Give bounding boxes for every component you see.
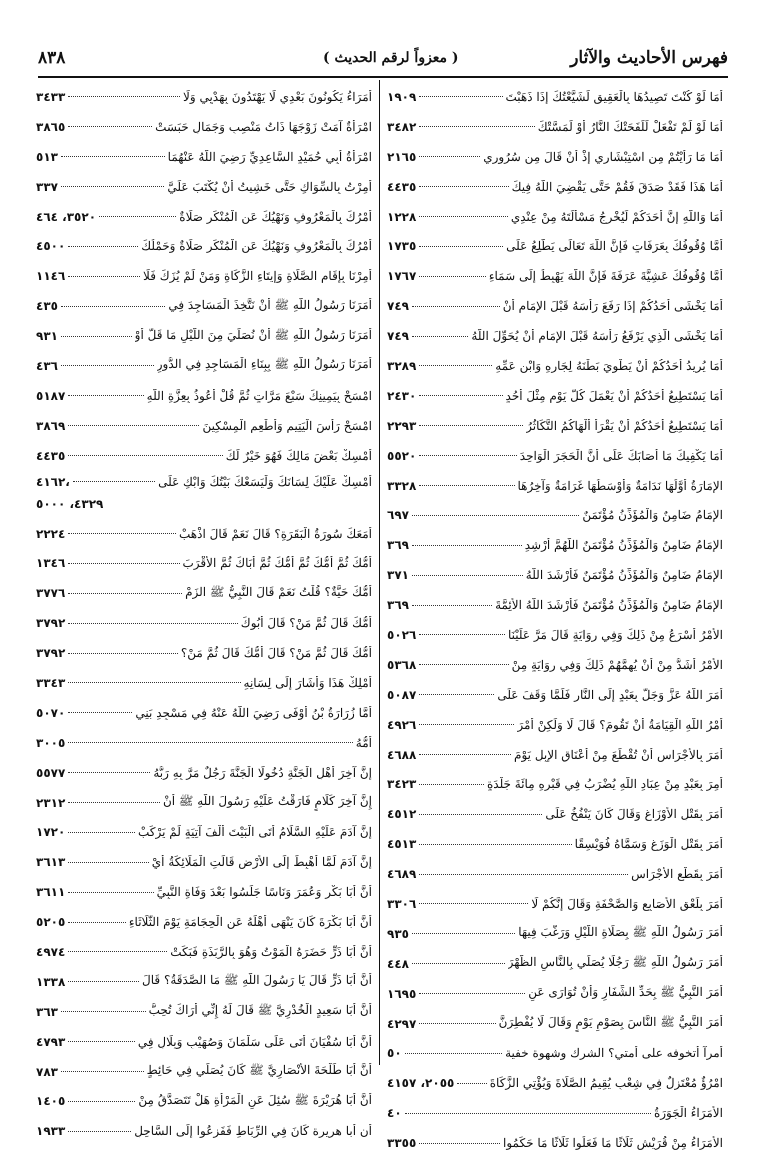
entry-text: إِنَّ آدَمَ لَمَّا أُهْبِطَ إِلَى الأَرْضِ قَالَتِ الْمَلَائِكَةُ أَيْ xyxy=(151,855,372,870)
entry-text: أَمَا يَخْشَى أَحَدُكُمْ إِذَا رَفَعَ رَأْسَهُ قَبْلَ الإِمَامِ أَنْ xyxy=(502,299,723,314)
index-entry xyxy=(36,172,372,202)
leader-dots xyxy=(419,485,514,486)
leader-dots xyxy=(412,605,492,606)
entry-ref: ٣٤٣٣ xyxy=(36,89,66,104)
leader-dots xyxy=(419,1143,500,1144)
leader-dots xyxy=(68,1131,131,1132)
entry-text: إِنَّ آخِرَ كَلَامٍ فَارَقْتُ عَلَيْهِ رَسُولَ اللَّهِ ﷺ أَنْ xyxy=(162,794,372,809)
entry-text: أَمَرَ رَسُولُ اللَّهِ ﷺ رَجُلًا يُصَلِّي بِالنَّاسِ الظُّهْرَ xyxy=(507,955,723,970)
leader-dots xyxy=(457,1083,486,1084)
entry-text: أَمَعَكَ سُورَةُ الْبَقَرَةِ؟ قَالَ نَعَمْ قَالَ اذْهَبْ xyxy=(179,526,372,541)
leader-dots xyxy=(61,365,154,366)
index-entry xyxy=(36,291,372,321)
leader-dots xyxy=(68,832,135,833)
index-entry xyxy=(387,351,723,381)
entry-text: أَمَّا وُقُوفُكَ بِعَرَفَاتٍ فَإِنَّ اللَّهَ تَعَالَى يَطَّلِعُ عَلَى xyxy=(506,239,723,254)
leader-dots xyxy=(419,276,486,277)
index-entry xyxy=(387,82,723,112)
entry-ref: ٤٤٣٥ xyxy=(36,448,66,463)
leader-dots xyxy=(419,96,502,97)
entry-ref: ٧٨٣ xyxy=(36,1064,58,1079)
entry-ref: ٤٠ xyxy=(387,1106,402,1121)
leader-dots xyxy=(68,1101,135,1102)
index-entry xyxy=(36,788,372,818)
entry-ref: ٣٦٩ xyxy=(387,538,409,553)
entry-ref: ٥١٣ xyxy=(36,149,58,164)
leader-dots xyxy=(419,844,571,845)
entry-ref: ٧٤٩ xyxy=(387,329,409,344)
leader-dots xyxy=(419,784,484,785)
entry-text: أُمِرَ بِعَبْدٍ مِنْ عِبَادِ اللَّهِ يُضْرَبُ فِي قَبْرِهِ مِائَةَ جَلْدَةٍ xyxy=(486,777,723,792)
leader-dots xyxy=(419,664,508,665)
entry-text: امْرَأَةٌ آمَتْ زَوْجَهَا ذَاتُ مَنْصِبٍ وَجَمَالٍ حَبَسَتْ xyxy=(155,119,372,134)
index-entry xyxy=(36,548,372,578)
entry-text: أَنَّ أَبَا هُرَيْرَةَ ﷺ سُئِلَ عَنِ الْمَرْأَةِ هَلْ تَتَصَدَّقُ مِنْ xyxy=(138,1092,372,1107)
entry-ref: ٣٣٠٦ xyxy=(387,896,417,911)
entry-text: امْسَحْ بِيَمِينِكَ سَبْعَ مَرَّاتٍ ثُمَّ قُلْ أَعُوذُ بِعِزَّةِ اللَّهِ xyxy=(146,388,372,403)
leader-dots xyxy=(419,126,534,127)
entry-text: أَنَّ أَبَا طَلْحَةَ الأَنْصَارِيَّ ﷺ كَانَ يُصَلِّي فِي حَائِطٍ xyxy=(146,1063,372,1078)
entry-text: أَمَرَ بِقَتْلِ الأَوْزَاغِ وَقَالَ كَانَ يَنْفُخُ عَلَى xyxy=(545,807,723,822)
entry-ref: ٥٠ xyxy=(387,1046,402,1061)
index-title: فهرس الأحاديث والآثار xyxy=(570,48,728,68)
entry-text: أَمَا يَكْفِيكَ مَا أَصَابَكَ عَلَى أَنَّ الْحَجَرَ الْوَاحِدَ xyxy=(519,448,723,463)
leader-dots xyxy=(68,862,148,863)
index-entry xyxy=(36,441,372,471)
entry-text: أُمَرَاءُ يَكُونُونَ بَعْدِي لَا يَهْتَدُونَ بِهَدْيِي وَلَا xyxy=(183,89,372,104)
entry-ref: ٤٦٨٩ xyxy=(387,867,417,882)
page-header xyxy=(38,46,728,76)
leader-dots xyxy=(412,963,505,964)
entry-ref: ٦٩٧ xyxy=(387,508,409,523)
leader-dots xyxy=(419,724,514,725)
index-subtitle: ( معزواً لرقم الحديث ) xyxy=(323,50,459,66)
entry-ref-continued: ٤٣٢٩، ٥٠٠٠ xyxy=(36,496,104,511)
leader-dots xyxy=(68,653,178,654)
entry-text: أن أبا هريرة كَانَ فِي الرِّبَاطِ فَفَزِعُوا إِلَى السَّاحِلِ xyxy=(134,1124,372,1139)
entry-text: أَمَرَ بِلَعْقِ الأَصَابِعِ وَالصَّحْفَةِ وَقَالَ إِنَّكُمْ لَا xyxy=(531,896,723,911)
entry-ref: ٤٦٨٨ xyxy=(387,747,417,762)
entry-ref: ٤٩٢٦ xyxy=(387,717,417,732)
entry-text: أَمَا لَوْ كُنْتَ تَصِيدُهَا بِالْعَقِيقِ لَشَيَّعْتُكَ إِذَا ذَهَبْتَ xyxy=(505,89,723,104)
entry-ref: ٢١٦٥ xyxy=(387,149,417,164)
leader-dots xyxy=(68,712,132,713)
entry-text: أُمُّهُ xyxy=(355,735,372,750)
entry-ref: ٣٧١ xyxy=(387,568,409,583)
leader-dots xyxy=(419,365,492,366)
leader-dots xyxy=(419,395,502,396)
index-entry xyxy=(36,997,372,1027)
index-entry xyxy=(387,112,723,142)
entry-ref: ٥١٨٧ xyxy=(36,388,66,403)
leader-dots xyxy=(68,246,138,247)
index-entry xyxy=(387,142,723,172)
index-entry xyxy=(387,979,723,1009)
entry-ref: ٣٦٣ xyxy=(36,1004,58,1019)
index-entry xyxy=(36,967,372,997)
entry-text: امْسَحْ رَأْسَ الْيَتِيمِ وَأَطْعِمِ الْمِسْكِينَ xyxy=(202,418,372,433)
index-entry xyxy=(36,877,372,907)
entry-ref: ١٦٩٥ xyxy=(387,986,417,1001)
entry-ref: ٣٧٧٦ xyxy=(36,586,66,601)
entry-ref: ٤٣٥ xyxy=(36,299,58,314)
entry-text: أَنَّ أَبَا سَعِيدٍ الْخُدْرِيَّ ﷺ قَالَ لَهُ إِنِّي أَرَاكَ تُحِبُّ xyxy=(148,1003,372,1018)
leader-dots xyxy=(61,186,164,187)
entry-ref: ٥٥٧٧ xyxy=(36,765,66,780)
entry-text: أَمَّا زُرَارَةُ بْنُ أَوْفَى رَضِيَ اللَّهُ عَنْهُ فِي مَسْجِدِ بَنِي xyxy=(135,705,372,720)
column-divider xyxy=(379,80,380,1065)
leader-dots xyxy=(419,425,523,426)
leader-dots xyxy=(61,306,165,307)
entry-text: الأُمَرَاءُ الْجَوَرَةُ xyxy=(653,1106,723,1121)
leader-dots xyxy=(68,96,180,97)
leader-dots xyxy=(68,126,152,127)
index-entry xyxy=(387,620,723,650)
leader-dots xyxy=(412,306,500,307)
entry-text: أَمْلِكْ هَذَا وَأَشَارَ إِلَى لِسَانِهِ xyxy=(243,675,372,690)
index-entry xyxy=(36,608,372,638)
entry-text: أَنَّ أَبَا بَكْرٍ وَعُمَرَ وَنَاسًا جَلَسُوا بَعْدَ وَفَاةِ النَّبِيِّ xyxy=(156,885,372,900)
entry-text: أَنَّ أَبَا ذَرٍّ قَالَ يَا رَسُولَ اللَّهِ ﷺ مَا الصَّدَقَةُ؟ قَالَ xyxy=(142,973,372,988)
leader-dots xyxy=(99,216,176,217)
index-entry xyxy=(36,411,372,441)
entry-ref: ٣٦١٣ xyxy=(36,855,66,870)
entry-ref: ٤٥١٢ xyxy=(387,807,417,822)
entry-ref: ٢٠٥٥، ٤١٥٧ xyxy=(387,1076,455,1091)
index-entry xyxy=(36,638,372,668)
entry-text: أَمْرُ اللَّهِ الْقِيَامَةُ أَنْ تَقُومَ؟ قَالَ لَا وَلَكِنْ أَمْرَ xyxy=(517,717,723,732)
entry-text: الإِمَامُ ضَامِنٌ وَالْمُؤَذِّنُ مُؤْتَمَنٌ فَأَرْشَدَ اللَّهُ الأَئِمَّةَ xyxy=(495,598,723,613)
leader-dots xyxy=(68,623,238,624)
index-entry xyxy=(387,500,723,530)
left-column xyxy=(36,82,372,1146)
index-entry xyxy=(36,321,372,351)
entry-text: أَمْرُكَ بِالْمَعْرُوفِ وَنَهْيُكَ عَنِ الْمُنْكَرِ صَلَاةٌ وَحَمْلُكَ xyxy=(141,239,372,254)
right-column xyxy=(387,82,723,1158)
index-entry xyxy=(387,441,723,471)
entry-text: أَمْسِكْ عَلَيْكَ لِسَانَكَ وَلْيَسَعْكَ بَيْتُكَ وَابْكِ عَلَى xyxy=(158,474,372,489)
entry-ref: ٥٢٠٥ xyxy=(36,915,66,930)
entry-ref: ٥٠٢٦ xyxy=(387,627,417,642)
entry-ref: ٥٠٧٠ xyxy=(36,705,66,720)
leader-dots xyxy=(68,425,199,426)
index-entry xyxy=(387,471,723,501)
entry-text: الإِمَارَةُ أَوَّلُهَا نَدَامَةٌ وَأَوْسَطُهَا غَرَامَةٌ وَآخِرُهَا xyxy=(517,478,723,493)
leader-dots xyxy=(68,742,353,743)
index-entry xyxy=(387,769,723,799)
entry-text: أُمِرْتُ بِالسِّوَاكِ حَتَّى خَشِيتُ أَنْ يُكْتَبَ عَلَيَّ xyxy=(167,179,372,194)
entry-text: أَمَرَ بِقَطْعِ الأَجْرَاسِ xyxy=(631,867,723,882)
entry-ref: ٣٤٢٣ xyxy=(387,777,417,792)
entry-text: أَمْرُكَ بِالْمَعْرُوفِ وَنَهْيُكَ عَنِ الْمُنْكَرِ صَلَاةٌ xyxy=(179,209,372,224)
leader-dots xyxy=(68,772,150,773)
entry-ref: ٢٣١٢ xyxy=(36,795,66,810)
index-entry xyxy=(387,949,723,979)
leader-dots xyxy=(68,922,126,923)
leader-dots xyxy=(419,1023,495,1024)
page-number: ٨٣٨ xyxy=(38,48,66,68)
index-entry xyxy=(387,1068,723,1098)
entry-text: إِنَّ آدَمَ عَلَيْهِ السَّلَامُ أَتَى الْبَيْتَ أَلْفَ آتِيَةٍ لَمْ يَرْكَبْ xyxy=(138,825,372,840)
entry-text: أَمَا هَذَا فَقَدْ صَدَقَ فَقُمْ حَتَّى يَقْضِيَ اللَّهُ فِيكَ xyxy=(511,179,723,194)
index-entry xyxy=(36,1057,372,1087)
entry-ref: ٤٤٨ xyxy=(387,956,409,971)
entry-ref: ٥٥٢٠ xyxy=(387,448,417,463)
index-entry xyxy=(387,321,723,351)
leader-dots xyxy=(419,694,494,695)
leader-dots xyxy=(68,533,176,534)
entry-text: امْرُؤٌ مُعْتَزِلٌ فِي شِعْبٍ يُقِيمُ الصَّلَاةَ وَيُؤْتِي الزَّكَاةَ xyxy=(489,1076,723,1091)
index-entry xyxy=(36,728,372,758)
entry-text: أَمَا يُرِيدُ أَحَدُكُمْ أَنْ يَطْوِيَ بَطْنَهُ لِجَارِهِ وَابْنِ عَمِّهِ xyxy=(495,358,723,373)
entry-ref: ٤٥١٣ xyxy=(387,837,417,852)
entry-ref: ١٧٢٠ xyxy=(36,825,66,840)
leader-dots xyxy=(61,336,132,337)
leader-dots xyxy=(68,1041,135,1042)
index-entry xyxy=(36,907,372,937)
index-entry xyxy=(387,1039,723,1069)
leader-dots xyxy=(68,593,182,594)
leader-dots xyxy=(412,336,468,337)
leader-dots xyxy=(419,246,503,247)
entry-ref: ٤١٦٢، xyxy=(36,474,70,489)
index-entry xyxy=(387,650,723,680)
entry-text: أَنَّ أَبَا ذَرٍّ حَضَرَهُ الْمَوْتُ وَهُوَ بِالرَّبَذَةِ فَبَكَتْ xyxy=(170,944,372,959)
entry-ref: ١١٤٦ xyxy=(36,269,66,284)
index-entry xyxy=(387,172,723,202)
entry-text: أُمِرْنَا بِإِقَامِ الصَّلَاةِ وَإِيتَاءِ الزَّكَاةِ وَمَنْ لَمْ يُزَكِّ فَلَا xyxy=(143,269,372,284)
entry-ref: ٣٠٠٥ xyxy=(36,735,66,750)
entry-ref: ١٤٠٥ xyxy=(36,1094,66,1109)
leader-dots xyxy=(61,1011,146,1012)
index-entry xyxy=(387,261,723,291)
entry-ref: ١٩٠٩ xyxy=(387,89,417,104)
entry-ref: ٣٦١١ xyxy=(36,885,66,900)
index-entry xyxy=(36,381,372,411)
index-entry xyxy=(36,142,372,172)
entry-text: أَمَرَنَا رَسُولُ اللَّهِ ﷺ أَنْ نُصَلِّيَ مِنَ اللَّيْلِ مَا قَلَّ أَوْ xyxy=(134,327,372,342)
entry-ref: ٣٧٩٢ xyxy=(36,616,66,631)
leader-dots xyxy=(68,563,179,564)
entry-text: أَمَا يَخْشَى الَّذِي يَرْفَعُ رَأْسَهُ قَبْلَ الإِمَامِ أَنْ يُحَوِّلَ اللَّهُ xyxy=(471,329,723,344)
index-entry xyxy=(387,680,723,710)
entry-text: أَمَرَ اللَّهُ عَزَّ وَجَلَّ بِعَبْدٍ إِلَى النَّارِ فَلَمَّا وَقَفَ عَلَى xyxy=(497,687,723,702)
entry-text: أَمَرَ النَّبِيُّ ﷺ بِحَدِّ الشِّفَارِ وَأَنْ تُوَارَى عَنِ xyxy=(528,985,723,1000)
entry-text: أمرآ أتخوفه على أمتي؟ الشرك وشهوة خفية xyxy=(505,1046,723,1061)
index-entry xyxy=(36,112,372,142)
entry-ref: ٣٨٦٩ xyxy=(36,418,66,433)
index-entry xyxy=(36,351,372,381)
entry-text: أَمَا وَاللَّهِ إِنَّ أَحَدَكُمْ لَيُخْرِجُ مَسْأَلَتَهُ مِنْ عِنْدِي xyxy=(510,209,723,224)
index-entry xyxy=(387,859,723,889)
index-entry xyxy=(36,1116,372,1146)
index-entry xyxy=(36,519,372,549)
index-entry xyxy=(387,590,723,620)
leader-dots xyxy=(61,1071,144,1072)
leader-dots xyxy=(68,682,240,683)
index-entry xyxy=(36,668,372,698)
index-entry xyxy=(36,847,372,877)
index-entry xyxy=(36,817,372,847)
index-entry xyxy=(36,471,372,519)
leader-dots xyxy=(405,1113,651,1114)
entry-text: أَنَّ أَبَا بَكْرَةَ كَانَ يَنْهَى أَهْلَهُ عَنِ الْحِجَامَةِ يَوْمَ الثُّلَاثَاءِ xyxy=(128,915,372,930)
entry-ref: ١٣٣٨ xyxy=(36,974,66,989)
entry-ref: ١٣٤٦ xyxy=(36,556,66,571)
index-entry xyxy=(387,530,723,560)
index-entry xyxy=(387,411,723,441)
index-entry xyxy=(387,710,723,740)
entry-ref: ٤٢٩٧ xyxy=(387,1016,417,1031)
entry-text: الأُمَرَاءُ مِنْ قُرَيْشٍ ثَلَاثًا مَا فَعَلُوا ثَلَاثًا مَا حَكَمُوا xyxy=(503,1136,723,1151)
index-entry xyxy=(387,919,723,949)
entry-text: أَمَا يَسْتَطِيعُ أَحَدُكُمْ أَنْ يَعْمَلَ كُلَّ يَوْمٍ مِثْلَ أُحُدٍ xyxy=(505,388,723,403)
entry-ref: ٩٣١ xyxy=(36,329,58,344)
entry-ref: ٣٧٩٢ xyxy=(36,646,66,661)
entry-ref: ١٢٢٨ xyxy=(387,209,417,224)
entry-text: أُمُّكَ حَيَّةٌ؟ قُلْتُ نَعَمْ قَالَ النَّبِيُّ ﷺ الزَمْ xyxy=(185,584,372,599)
index-entry xyxy=(387,829,723,859)
leader-dots xyxy=(412,515,579,516)
index-entry xyxy=(36,758,372,788)
entry-ref: ٩٣٥ xyxy=(387,926,409,941)
entry-text: أُمُّكَ قَالَ ثُمَّ مَنْ؟ قَالَ أَبُوكَ xyxy=(240,616,372,631)
entry-text: أَمَرَنَا رَسُولُ اللَّهِ ﷺ أَنْ نَتَّخِذَ الْمَسَاجِدَ فِي xyxy=(168,297,372,312)
index-entry xyxy=(36,698,372,728)
leader-dots xyxy=(73,481,155,482)
entry-text: أَمَّا وُقُوفُكَ عَشِيَّةَ عَرَفَةَ فَإِنَّ اللَّهَ يَهْبِطُ إِلَى سَمَاءِ xyxy=(488,269,723,284)
leader-dots xyxy=(412,575,523,576)
header-rule xyxy=(38,76,728,78)
entry-text: أُمُّكَ ثُمَّ أُمُّكَ ثُمَّ أُمُّكَ ثُمَّ أَبَاكَ ثُمَّ الأَقْرَبَ xyxy=(182,556,372,571)
entry-text: أَمَا مَا رَأَيْتُمْ مِن اسْتِبْشَارِي إِذْ أَنْ قَالَ مِن سُرُورِي xyxy=(483,149,723,164)
leader-dots xyxy=(419,993,525,994)
index-entry xyxy=(36,578,372,608)
leader-dots xyxy=(68,276,140,277)
index-entry xyxy=(36,261,372,291)
leader-dots xyxy=(419,455,516,456)
leader-dots xyxy=(419,903,528,904)
entry-text: أَمَا لَوْ لَمْ تَفْعَلْ لَلَفَحَتْكَ النَّارُ أَوْ لَمَسَّتْكَ xyxy=(537,119,723,134)
entry-ref: ٤٩٧٤ xyxy=(36,944,66,959)
index-entry xyxy=(387,740,723,770)
entry-ref: ٤٥٠٠ xyxy=(36,239,66,254)
entry-text: إِنَّ آخِرَ أَهْلِ الْجَنَّةِ دُخُولًا الْجَنَّةَ رَجُلٌ مَرَّ بِهِ رَبُّهُ xyxy=(153,765,372,780)
leader-dots xyxy=(68,892,153,893)
entry-ref: ٤٣٦ xyxy=(36,358,58,373)
entry-text: الأَمْرُ أَشَدُّ مِنْ أَنْ يُهِمَّهُمْ ذَلِكَ وَفِي رِوَايَةٍ مِنْ xyxy=(511,657,723,672)
entry-ref: ٣٣٧ xyxy=(36,179,58,194)
entry-text: امْرَأَةُ أَبِي حُمَيْدٍ السَّاعِدِيِّ رَضِيَ اللَّهُ عَنْهُمَا xyxy=(167,149,372,164)
index-entry xyxy=(36,202,372,232)
index-entry xyxy=(36,1087,372,1117)
entry-ref: ٣٣٥٥ xyxy=(387,1136,417,1151)
index-entry xyxy=(387,231,723,261)
entry-text: الأَمْرُ أَسْرَعُ مِنْ ذَلِكَ وَفِي رِوَايَةٍ قَالَ مَرَّ عَلَيْنَا xyxy=(507,627,723,642)
index-entry xyxy=(387,381,723,411)
entry-ref: ١٧٣٥ xyxy=(387,239,417,254)
leader-dots xyxy=(419,634,505,635)
leader-dots xyxy=(419,156,480,157)
leader-dots xyxy=(68,395,143,396)
index-entry xyxy=(387,560,723,590)
leader-dots xyxy=(68,951,167,952)
entry-text: أَمَرَ رَسُولُ اللَّهِ ﷺ بِصَلَاةِ اللَّيْلِ وَرَغَّبَ فِيهَا xyxy=(518,925,723,940)
entry-ref: ٤٧٩٣ xyxy=(36,1034,66,1049)
leader-dots xyxy=(68,802,160,803)
entry-ref: ٢٤٣٠ xyxy=(387,388,417,403)
entry-text: أَمَرَنَا رَسُولُ اللَّهِ ﷺ بِبِنَاءِ الْمَسَاجِدِ فِي الدُّورِ xyxy=(156,357,372,372)
index-entry xyxy=(387,1128,723,1158)
entry-ref: ١٧٦٧ xyxy=(387,269,417,284)
entry-text: أَمَا يَسْتَطِيعُ أَحَدُكُمْ أَنْ يَقْرَأَ أَلْهَاكُمُ التَّكَاثُرُ xyxy=(526,418,723,433)
index-entry xyxy=(387,799,723,829)
entry-ref: ٣٢٨٩ xyxy=(387,358,417,373)
entry-ref: ٥٣٦٨ xyxy=(387,657,417,672)
entry-text: الإِمَامُ ضَامِنٌ وَالْمُؤَذِّنُ مُؤْتَمَنٌ اللَّهُمَّ أَرْشِدِ xyxy=(524,538,723,553)
entry-text: أُمُّكَ قَالَ ثُمَّ مَنْ؟ قَالَ أُمُّكَ قَالَ ثُمَّ مَنْ؟ xyxy=(180,646,372,661)
entry-text: أَمَرَ بِالأَجْرَاسِ أَنْ تُقْطَعَ مِنْ أَعْنَاقِ الإِبِلِ يَوْمَ xyxy=(514,747,723,762)
entry-ref: ٣٨٦٥ xyxy=(36,119,66,134)
entry-text: أَمَرَ بِقَتْلِ الْوَزَغِ وَسَمَّاهُ فُوَيْسِقًا xyxy=(574,837,723,852)
entry-text: الإِمَامُ ضَامِنٌ وَالْمُؤَذِّنُ مُؤْتَمَنٌ xyxy=(582,508,723,523)
leader-dots xyxy=(419,814,542,815)
entry-ref: ٣٣٤٣ xyxy=(36,675,66,690)
entry-ref: ٢٢٢٤ xyxy=(36,526,66,541)
leader-dots xyxy=(405,1053,502,1054)
entry-ref: ٣٥٢٠، ٤٦٤ xyxy=(36,209,97,224)
entry-ref: ٥٠٨٧ xyxy=(387,687,417,702)
entry-ref: ٤٤٣٥ xyxy=(387,179,417,194)
index-entry xyxy=(387,291,723,321)
entry-ref: ٣٤٨٢ xyxy=(387,119,417,134)
index-entry xyxy=(36,231,372,261)
entry-text: أَمْسِكْ بَعْضَ مَالِكَ فَهُوَ خَيْرٌ لَكَ xyxy=(225,448,372,463)
index-entry xyxy=(387,1009,723,1039)
entry-text: أَمَرَ النَّبِيُّ ﷺ النَّاسَ بِصَوْمِ يَوْمٍ وَقَالَ لَا يُفْطِرَنَّ xyxy=(498,1015,723,1030)
leader-dots xyxy=(419,216,508,217)
entry-ref: ٣٦٩ xyxy=(387,598,409,613)
index-entry xyxy=(387,1098,723,1128)
leader-dots xyxy=(419,874,628,875)
leader-dots xyxy=(419,754,511,755)
index-entry xyxy=(36,937,372,967)
leader-dots xyxy=(412,933,515,934)
entry-text: أَنَّ أَبَا سُفْيَانَ أَتَى عَلَى سَلْمَانَ وَصُهَيْبٍ وَبِلَالٍ فِي xyxy=(137,1034,372,1049)
leader-dots xyxy=(419,186,508,187)
index-entry xyxy=(36,82,372,112)
index-entry xyxy=(387,202,723,232)
leader-dots xyxy=(61,156,165,157)
entry-ref: ٣٣٢٨ xyxy=(387,478,417,493)
index-entry xyxy=(36,1027,372,1057)
leader-dots xyxy=(412,545,522,546)
index-entry xyxy=(387,889,723,919)
leader-dots xyxy=(68,981,139,982)
entry-ref: ٢٢٩٣ xyxy=(387,418,417,433)
leader-dots xyxy=(68,455,222,456)
entry-ref: ٧٤٩ xyxy=(387,299,409,314)
entry-text: الإِمَامُ ضَامِنٌ وَالْمُؤَذِّنُ مُؤْتَمَنٌ فَأَرْشَدَ اللَّهُ xyxy=(525,568,723,583)
entry-ref: ١٩٣٣ xyxy=(36,1124,66,1139)
